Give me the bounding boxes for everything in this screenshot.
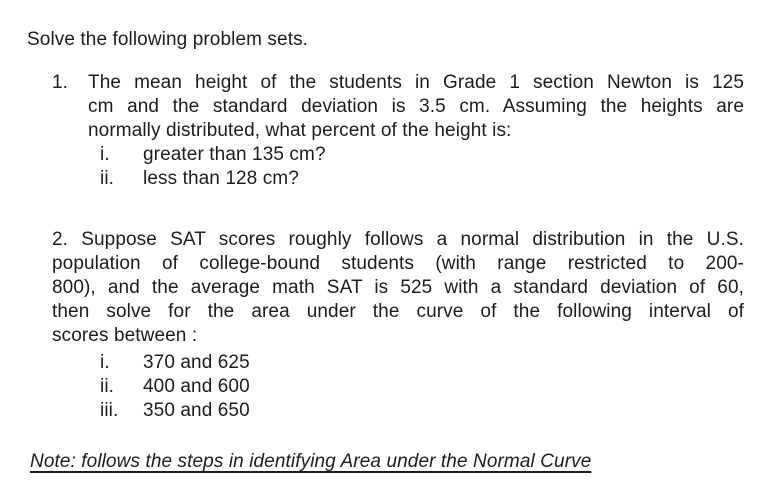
problem-2-line: population of college-bound students (with range restricted to 200- bbox=[52, 253, 744, 274]
problem-1-sublist bbox=[100, 143, 326, 191]
list-item bbox=[100, 375, 250, 399]
list-item bbox=[100, 143, 326, 167]
problem-1 bbox=[52, 71, 744, 143]
list-item-marker: i. bbox=[100, 144, 110, 165]
list-item-text: greater than 135 cm? bbox=[143, 144, 326, 165]
problem-2 bbox=[52, 228, 744, 348]
list-item-text: 400 and 600 bbox=[143, 376, 250, 397]
problem-1-text bbox=[88, 71, 744, 143]
list-item-text: 370 and 625 bbox=[143, 352, 250, 373]
problem-1-number: 1. bbox=[52, 72, 69, 93]
list-item-marker: ii. bbox=[100, 168, 115, 189]
list-item-text: less than 128 cm? bbox=[143, 168, 299, 189]
problem-1-line: normally distributed, what percent of the height is: bbox=[88, 120, 512, 141]
problem-2-line: scores between : bbox=[52, 325, 198, 346]
problem-1-line: cm and the standard deviation is 3.5 cm. Assuming the heights are bbox=[88, 96, 744, 117]
list-item-marker: iii. bbox=[100, 400, 119, 421]
list-item-text: 350 and 650 bbox=[143, 400, 250, 421]
list-item bbox=[100, 167, 326, 191]
list-item-marker: i. bbox=[100, 352, 110, 373]
list-item-marker: ii. bbox=[100, 376, 115, 397]
note-line: Note: follows the steps in identifying Area under the Normal Curve bbox=[30, 451, 592, 472]
list-item bbox=[100, 351, 250, 375]
problem-2-line: 2. Suppose SAT scores roughly follows a normal distribution in the U.S. bbox=[52, 229, 744, 250]
intro-sentence: Solve the following problem sets. bbox=[27, 29, 309, 50]
problem-2-line: 800), and the average math SAT is 525 with a standard deviation of 60, bbox=[52, 277, 744, 298]
problem-2-line: then solve for the area under the curve of the following interval of bbox=[52, 301, 744, 322]
list-item bbox=[100, 399, 250, 423]
problem-1-line: The mean height of the students in Grade 1 section Newton is 125 bbox=[88, 72, 744, 93]
problem-2-sublist bbox=[100, 351, 250, 423]
